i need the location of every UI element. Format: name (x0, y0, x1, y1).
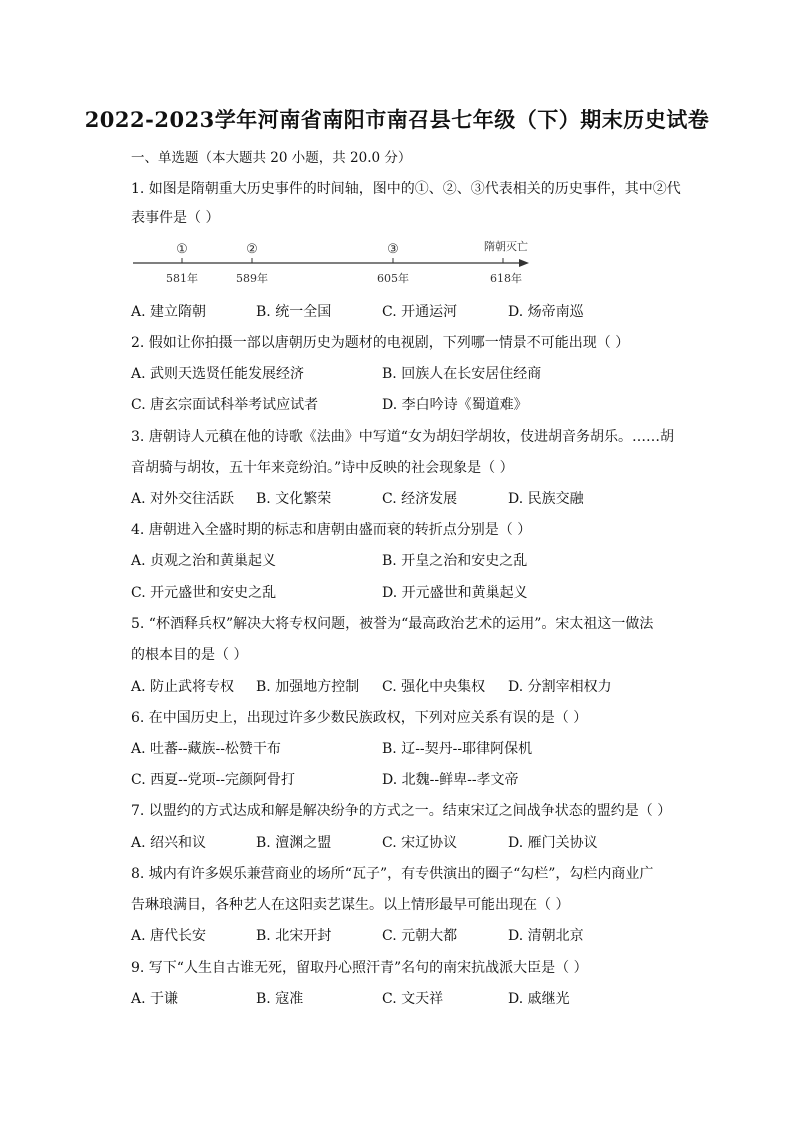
year-618: 618年 (490, 272, 522, 285)
q6-option-b: B. 辽--契丹--耶律阿保机 (382, 741, 533, 757)
question-8-line-1: 8. 城内有许多娱乐兼营商业的场所“瓦子”，有专供演出的圈子“勾栏”，勾栏内商业广 (131, 866, 654, 882)
q6-option-c: C. 西夏--党项--完颜阿骨打 (131, 772, 296, 788)
q1-option-c: C. 开通运河 (382, 304, 458, 320)
q7-option-c: C. 宋辽协议 (382, 835, 458, 851)
q7-option-a: A. 绍兴和议 (131, 835, 207, 851)
q2-option-c: C. 唐玄宗面试科举考试应试者 (131, 397, 319, 413)
q5-option-a: A. 防止武将专权 (131, 679, 235, 695)
q2-option-a: A. 武则天选贤任能发展经济 (131, 366, 305, 382)
q4-option-b: B. 开皇之治和安史之乱 (382, 553, 528, 569)
q9-option-a: A. 于谦 (131, 991, 179, 1007)
question-1-line-2: 表事件是（ ） (131, 210, 220, 226)
question-6-line-1: 6. 在中国历史上，出现过许多少数民族政权，下列对应关系有误的是（ ） (131, 710, 588, 726)
q9-option-c: C. 文天祥 (382, 991, 444, 1007)
marker-2: ② (246, 242, 258, 257)
question-1-line-1: 1. 如图是隋朝重大历史事件的时间轴，图中的①、②、③代表相关的历史事件，其中②代 (131, 181, 681, 197)
q7-option-d: D. 雁门关协议 (508, 835, 598, 851)
year-589: 589年 (236, 272, 268, 285)
q1-option-d: D. 炀帝南巡 (508, 304, 584, 320)
q7-option-b: B. 澶渊之盟 (256, 835, 332, 851)
page-title: 2022-2023学年河南省南阳市南召县七年级（下）期末历史试卷 (84, 107, 710, 132)
q8-option-c: C. 元朝大都 (382, 928, 458, 944)
q6-option-d: D. 北魏--鲜卑--孝文帝 (382, 772, 519, 788)
q5-option-c: C. 强化中央集权 (382, 679, 486, 695)
q9-option-b: B. 寇准 (256, 991, 304, 1007)
q3-option-d: D. 民族交融 (508, 491, 584, 507)
marker-1: ① (176, 242, 188, 257)
marker-3: ③ (387, 242, 399, 257)
question-4-line-1: 4. 唐朝进入全盛时期的标志和唐朝由盛而衰的转折点分别是（ ） (131, 522, 532, 538)
marker-sui-fall: 隋朝灭亡 (484, 240, 528, 253)
q5-option-b: B. 加强地方控制 (256, 679, 360, 695)
q8-option-b: B. 北宋开封 (256, 928, 332, 944)
q5-option-d: D. 分割宰相权力 (508, 679, 612, 695)
question-9-line-1: 9. 写下“人生自古谁无死，留取丹心照汗青”名句的南宋抗战派大臣是（ ） (131, 960, 588, 976)
q1-option-a: A. 建立隋朝 (131, 304, 207, 320)
q8-option-a: A. 唐代长安 (131, 928, 207, 944)
q4-option-d: D. 开元盛世和黄巢起义 (382, 585, 528, 601)
q2-option-d: D. 李白吟诗《蜀道难》 (382, 397, 528, 413)
q4-option-c: C. 开元盛世和安史之乱 (131, 585, 277, 601)
question-7-line-1: 7. 以盟约的方式达成和解是解决纷争的方式之一。结束宋辽之间战争状态的盟约是（ ） (131, 803, 672, 819)
timeline-arrow (519, 259, 529, 267)
question-3-line-2: 音胡骑与胡妆，五十年来竞纷泊。”诗中反映的社会现象是（ ） (131, 460, 514, 476)
question-2-line-1: 2. 假如让你拍摄一部以唐朝历史为题材的电视剧，下列哪一情景不可能出现（ ） (131, 335, 630, 351)
section-heading: 一、单选题（本大题共 20 小题，共 20.0 分） (131, 150, 412, 166)
year-605: 605年 (377, 272, 409, 285)
question-5-line-1: 5. “杯酒释兵权”解决大将专权问题，被誉为“最高政治艺术的运用”。宋太祖这一做法 (131, 616, 654, 632)
q9-option-d: D. 戚继光 (508, 991, 570, 1007)
q6-option-a: A. 吐蕃--藏族--松赞干布 (131, 741, 281, 757)
year-581: 581年 (166, 272, 198, 285)
q3-option-b: B. 文化繁荣 (256, 491, 332, 507)
q8-option-d: D. 清朝北京 (508, 928, 584, 944)
question-3-line-1: 3. 唐朝诗人元稹在他的诗歌《法曲》中写道“女为胡妇学胡妆，伎进胡音务胡乐。……胡 (131, 429, 674, 445)
q3-option-c: C. 经济发展 (382, 491, 458, 507)
q2-option-b: B. 回族人在长安居住经商 (382, 366, 542, 382)
q1-option-b: B. 统一全国 (256, 304, 332, 320)
sui-timeline-figure (131, 236, 531, 288)
question-8-line-2: 告琳琅满目，各种艺人在这阳卖艺谋生。以上情形最早可能出现在（ ） (131, 897, 570, 913)
question-5-line-2: 的根本目的是（ ） (131, 647, 248, 663)
q3-option-a: A. 对外交往活跃 (131, 491, 235, 507)
q4-option-a: A. 贞观之治和黄巢起义 (131, 553, 277, 569)
